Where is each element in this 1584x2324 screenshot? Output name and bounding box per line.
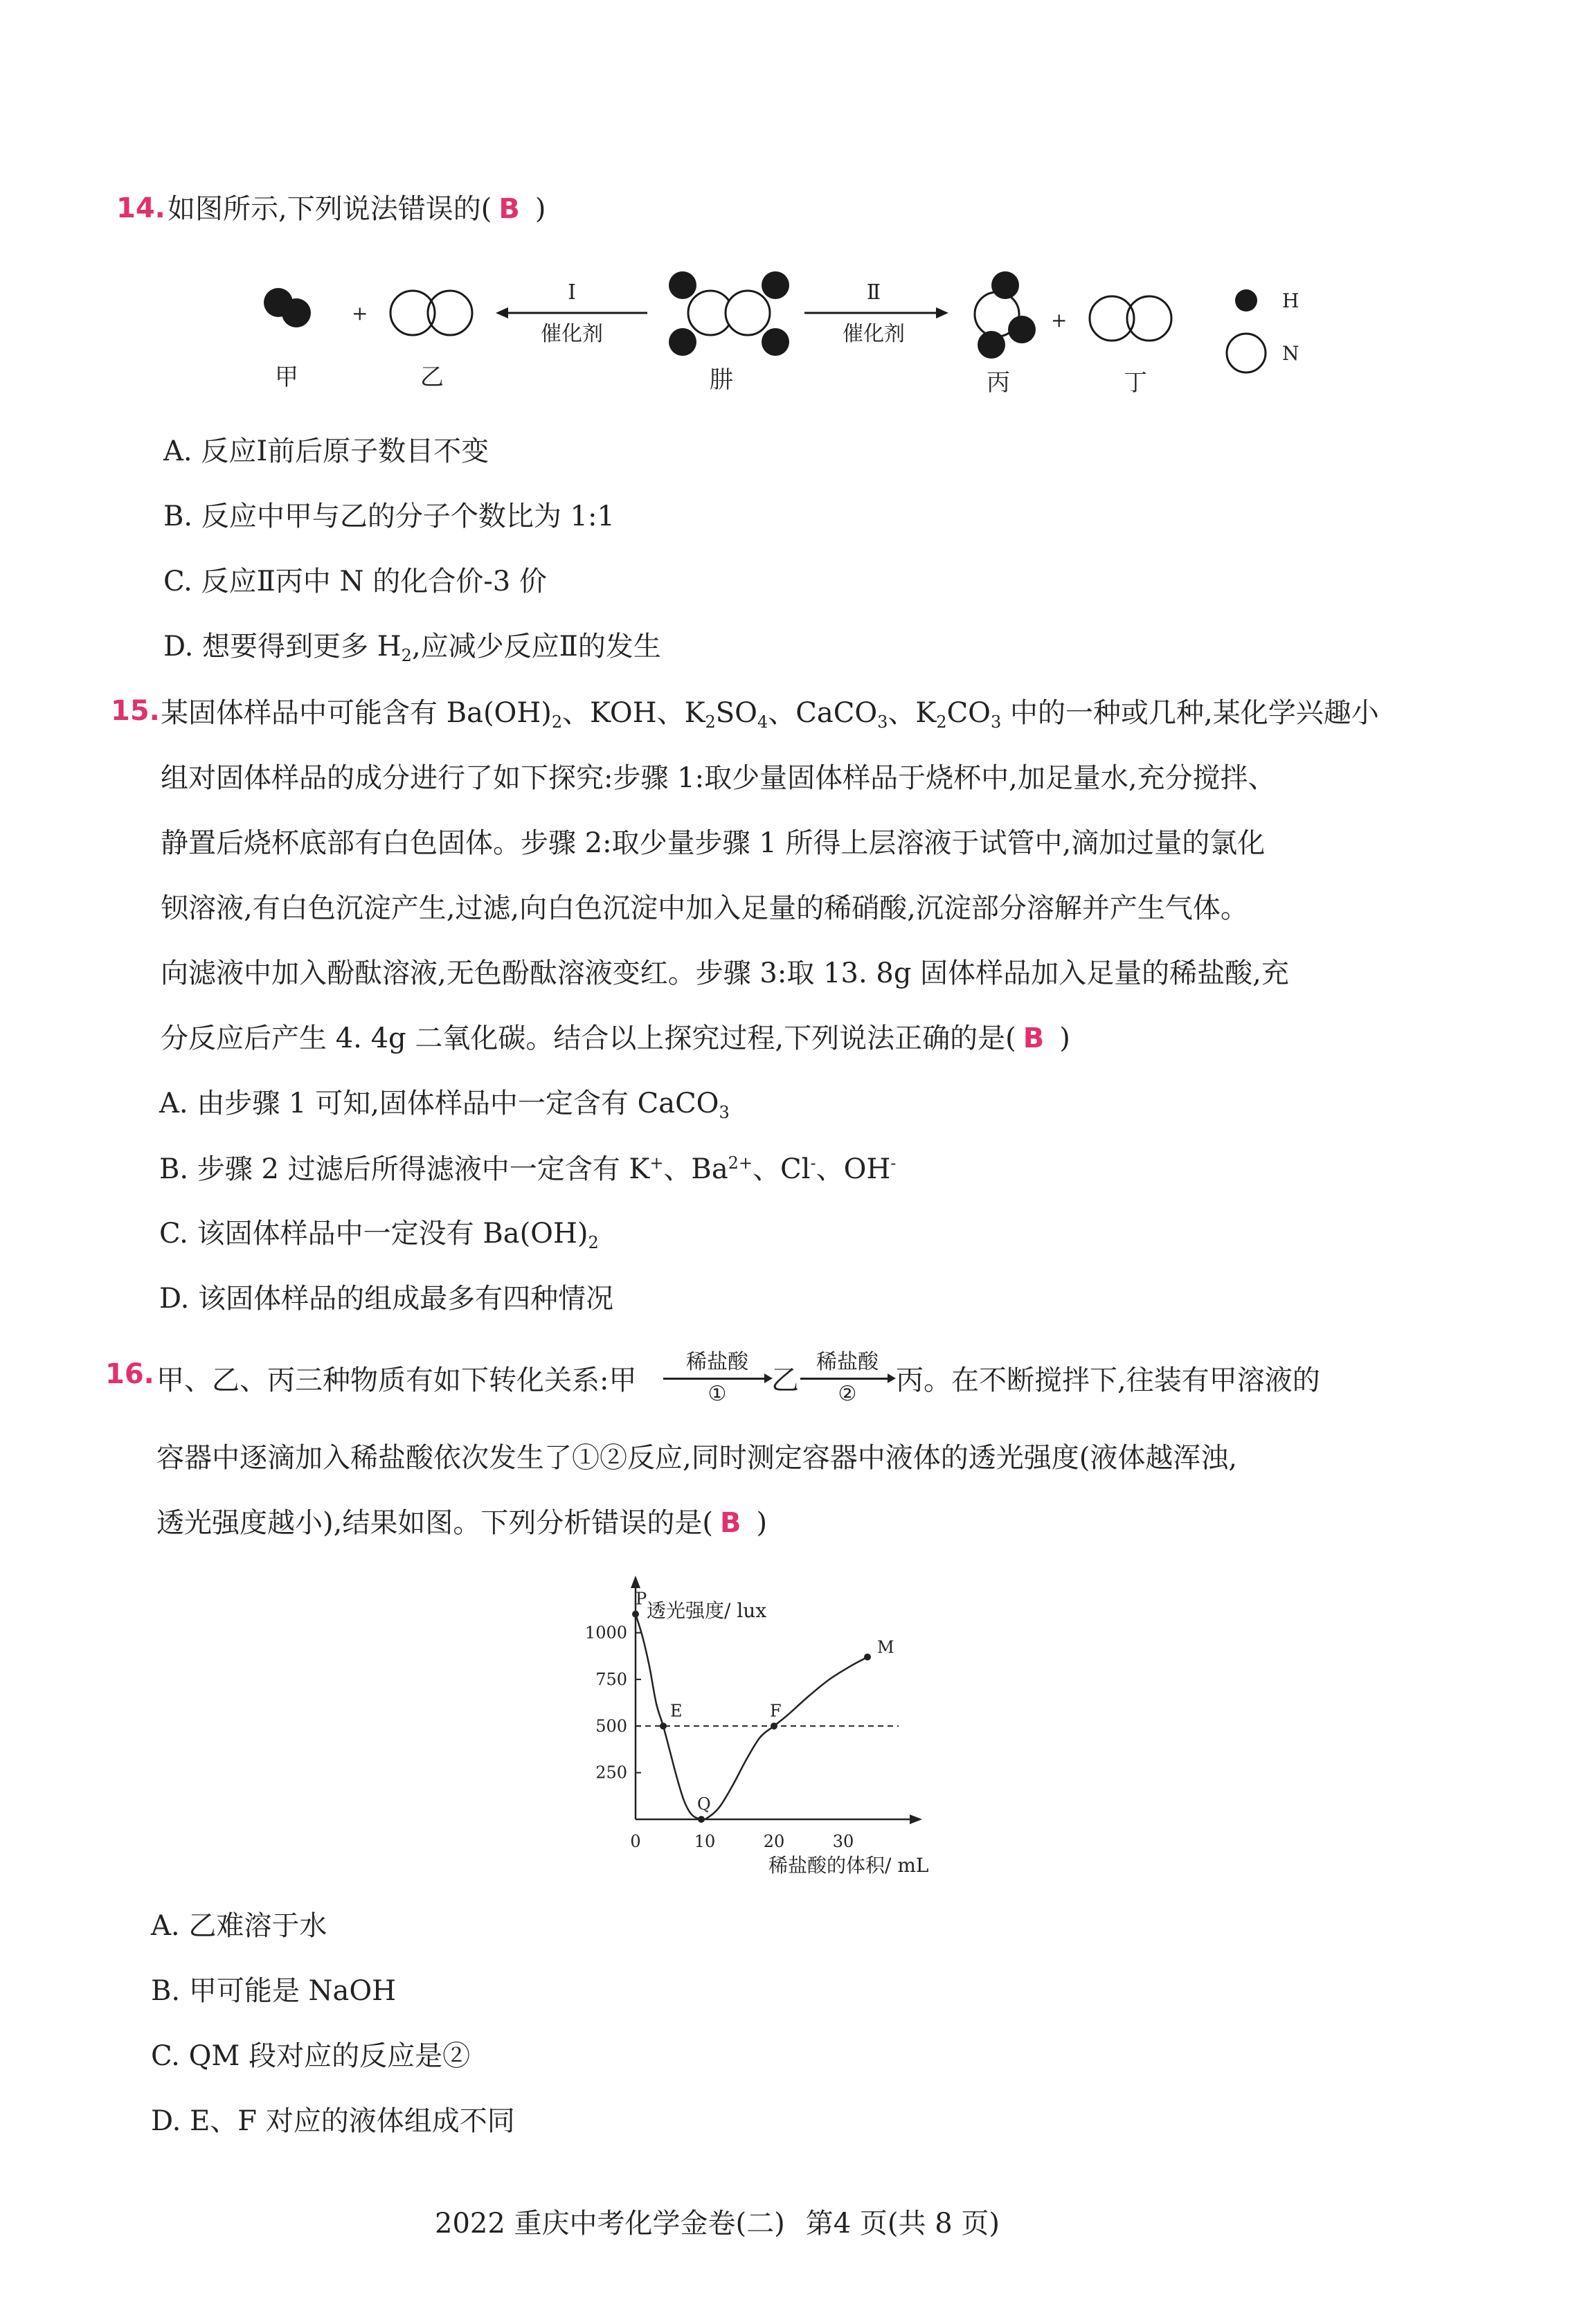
arrow-2-head — [936, 307, 948, 318]
reaction-arrow-1-top: 稀盐酸 — [686, 1350, 748, 1374]
arrow-1-catalyst: 催化剂 — [541, 322, 603, 346]
chart-x-tick-label: 20 — [763, 1832, 785, 1851]
question-15-option-a: A. 由步骤 1 可知,固体样品中一定含有 CaCO$_3$ — [159, 1088, 730, 1122]
footer-title: 2022 重庆中考化学金卷(二) — [435, 2208, 785, 2240]
chart-point-label-q: Q — [697, 1794, 711, 1814]
jia-atom-2 — [282, 298, 311, 327]
label-ding: 丁 — [1124, 369, 1147, 397]
question-15-line-6: 分反应后产生 4. 4g 二氧化碳。结合以上探究过程,下列说法正确的是( B ) — [161, 1023, 1070, 1054]
reaction-arrow-2-bottom: ② — [838, 1382, 857, 1406]
chart-x-axis-label: 稀盐酸的体积/ mL — [768, 1854, 929, 1877]
label-jing: 肼 — [710, 366, 733, 394]
chart-y-axis-arrow — [631, 1576, 640, 1588]
arrow-2-catalyst: 催化剂 — [843, 322, 905, 346]
chart-y-tick-label: 750 — [595, 1669, 627, 1689]
question-14-option-a: A. 反应Ⅰ前后原子数目不变 — [163, 435, 489, 467]
bing-h-atom-1 — [991, 271, 1019, 299]
label-jia: 甲 — [275, 363, 298, 391]
question-14-close: ) — [534, 193, 546, 225]
chart-y-tick-label: 250 — [595, 1763, 627, 1783]
question-14-option-c: C. 反应Ⅱ丙中 N 的化合价-3 价 — [163, 566, 547, 597]
chart-point-label-p: P — [636, 1589, 647, 1609]
chart-y-axis-label: 透光强度/ lux — [647, 1599, 767, 1622]
question-14-option-b: B. 反应中甲与乙的分子个数比为 1:1 — [163, 501, 615, 532]
page-footer — [435, 2201, 1000, 2241]
question-16-option-d: D. E、F 对应的液体组成不同 — [151, 2105, 515, 2137]
question-16-option-c: C. QM 段对应的反应是② — [151, 2040, 471, 2072]
jing-h-atom-1 — [669, 271, 696, 299]
chart-x-tick-label: 30 — [832, 1832, 854, 1851]
arrow-1-head — [496, 307, 508, 318]
transmittance-chart — [575, 1571, 962, 1890]
label-bing: 丙 — [987, 369, 1010, 397]
arrow-2-roman: Ⅱ — [866, 280, 881, 305]
question-15-option-c: C. 该固体样品中一定没有 $Ba(OH)_2$ — [159, 1218, 599, 1252]
chart-point-f — [771, 1722, 777, 1729]
legend-n-symbol — [1227, 334, 1266, 372]
jing-n-atom-2 — [726, 291, 770, 335]
arrow-1-roman: Ⅰ — [568, 280, 576, 305]
question-15-line-5: 向滤液中加入酚酞溶液,无色酚酞溶液变红。步骤 3:取 13. 8g 固体样品加入足量的稀盐酸,充 — [161, 957, 1289, 989]
question-15-number: 15. — [111, 695, 160, 727]
chart-point-q — [698, 1816, 705, 1823]
chart-y-tick-label: 1000 — [584, 1623, 627, 1643]
question-16-line-3: 透光强度越小),结果如图。下列分析错误的是( B ) — [156, 1507, 768, 1539]
question-14-number: 14. — [116, 192, 165, 224]
question-16-mid: 乙 — [771, 1364, 799, 1396]
question-14-answer: B — [498, 193, 520, 225]
bing-h-atom-2 — [1008, 316, 1036, 343]
chart-point-label-m: M — [877, 1637, 894, 1657]
question-16-option-b: B. 甲可能是 NaOH — [151, 1975, 397, 2007]
question-15-answer: B — [1023, 1023, 1045, 1054]
question-16-option-a: A. 乙难溶于水 — [151, 1910, 327, 1942]
plus-1: + — [352, 302, 368, 325]
jing-h-atom-4 — [762, 328, 789, 356]
footer-page: 第4 页(共 8 页) — [805, 2208, 1000, 2240]
question-14-stem — [168, 195, 546, 223]
reaction-arrow-2-shaft — [800, 1378, 889, 1380]
chart-point-label-f: F — [770, 1701, 782, 1721]
chart-x-tick-label: 10 — [694, 1832, 716, 1851]
question-15-line-2: 组对固体样品的成分进行了如下探究:步骤 1:取少量固体样品于烧杯中,加足量水,充分搅拌、 — [161, 762, 1276, 794]
reaction-arrow-1-shaft — [663, 1378, 766, 1380]
question-15-line-4: 钡溶液,有白色沉淀产生,过滤,向白色沉淀中加入足量的稀硝酸,沉淀部分溶解并产生气体。 — [161, 892, 1248, 924]
chart-y-tick-label: 500 — [595, 1716, 627, 1736]
question-15-line-3: 静置后烧杯底部有白色固体。步骤 2:取少量步骤 1 所得上层溶液于试管中,滴加过量的氯化 — [161, 827, 1266, 859]
legend-h-label: H — [1282, 289, 1299, 312]
chart-x-tick-label: 0 — [630, 1832, 641, 1851]
reaction-arrow-1 — [663, 1344, 771, 1407]
label-yi: 乙 — [420, 363, 444, 391]
question-16-answer: B — [719, 1507, 741, 1539]
chart-points — [632, 1589, 894, 1823]
question-15-option-d: D. 该固体样品的组成最多有四种情况 — [159, 1283, 614, 1315]
chart-point-m — [864, 1654, 871, 1661]
question-16-line-1a: 甲、乙、丙三种物质有如下转化关系:甲 — [156, 1364, 637, 1396]
question-16-line-2: 容器中逐滴加入稀盐酸依次发生了①②反应,同时测定容器中液体的透光强度(液体越浑浊, — [156, 1442, 1238, 1474]
chart-point-label-e: E — [670, 1701, 683, 1721]
reaction-arrow-2-top: 稀盐酸 — [816, 1350, 879, 1374]
question-14-option-d: D. 想要得到更多 $H_2$,应减少反应Ⅱ的发生 — [163, 631, 661, 665]
reaction-arrow-2 — [800, 1344, 894, 1407]
question-14-stem-text: 如图所示,下列说法错误的( — [168, 193, 492, 225]
chart-point-e — [660, 1722, 667, 1729]
question-15-line-1: 某固体样品中可能含有 $Ba(OH)_2$、KOH、$K_2SO_4$、CaCO$_3$、$K_2CO_3$ 中的一种或几种,某化学兴趣小 — [161, 697, 1379, 732]
reaction-diagram — [235, 256, 1315, 415]
bing-h-atom-3 — [978, 331, 1005, 359]
jing-h-atom-3 — [762, 271, 789, 299]
question-16-number: 16. — [105, 1358, 154, 1390]
question-16-line-1b: 丙。在不断搅拌下,往装有甲溶液的 — [896, 1364, 1320, 1396]
chart-point-p — [632, 1611, 639, 1618]
legend-n-label: N — [1282, 342, 1299, 365]
reaction-arrow-1-bottom: ① — [708, 1382, 727, 1406]
question-15-option-b: B. 步骤 2 过滤后所得滤液中一定含有 K+、$Ba^{2+}$、Cl-、OH- — [159, 1153, 897, 1185]
jing-h-atom-2 — [669, 328, 696, 356]
plus-2: + — [1051, 309, 1068, 332]
chart-x-axis-arrow — [910, 1814, 922, 1824]
legend-h-symbol — [1235, 289, 1257, 312]
